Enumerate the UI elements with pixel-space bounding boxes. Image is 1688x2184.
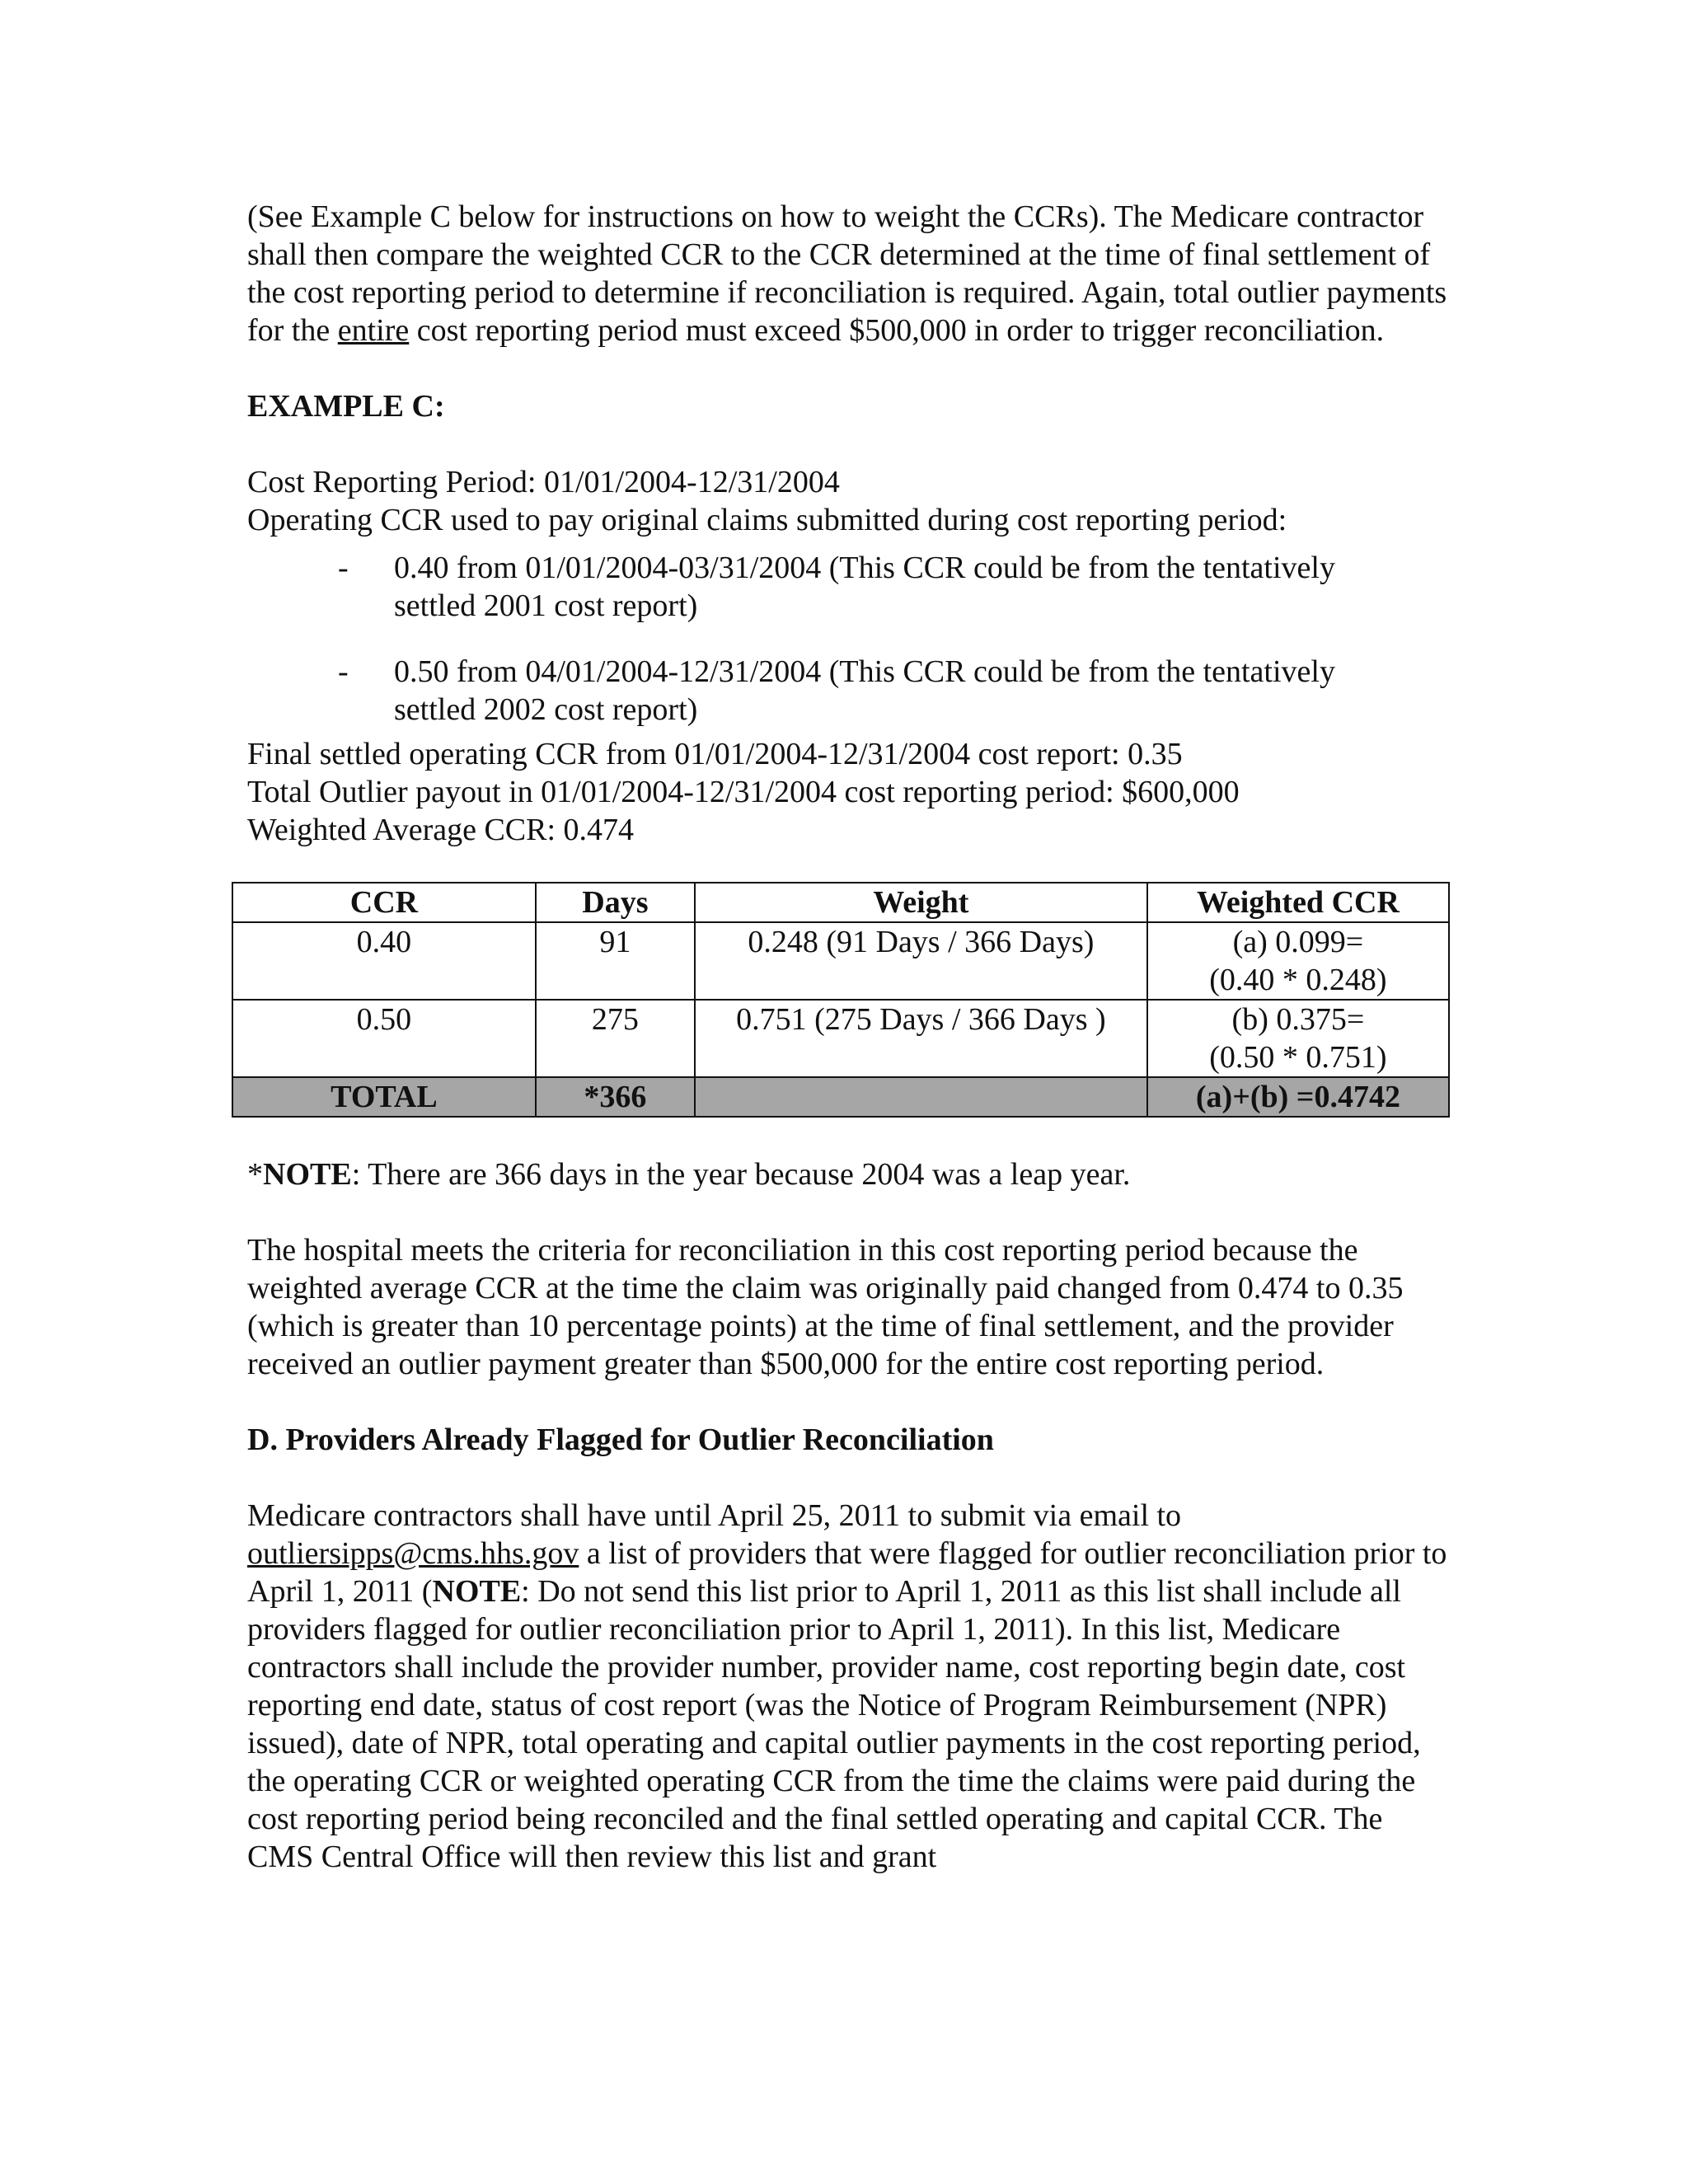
total-weighted-ccr: (a)+(b) =0.4742 (1147, 1077, 1449, 1117)
table-row (232, 1000, 1449, 1077)
cell-weighted-ccr (1147, 1000, 1449, 1077)
section-d-text-3: : Do not send this list prior to April 1, 2011 as this list shall include all providers flagged for outlier reconciliation prior to April 1, 2011). In this list, Medicare contractors shall include the provider number, provider name, cost reporting begin date, cost reporting end date, status of cost report (was the Notice of Program Reimbursement (NPR) issued), date of NPR, total operating and capital outlier payments in the cost reporting period, the operating CCR or weighted operating CCR from the time the claims were paid during the cost reporting period being reconciled and the final settled operating and capital CCR. The CMS Central Office will then review this list and grant (247, 1574, 1421, 1874)
cell-weighted-ccr (1147, 922, 1449, 1000)
email-link[interactable]: outliersipps@cms.hhs.gov (247, 1536, 579, 1571)
header-days: Days (536, 883, 695, 922)
cell-weight: 0.248 (91 Days / 366 Days) (695, 922, 1147, 1000)
weighted-ccr-line-2: (0.40 * 0.248) (1209, 963, 1387, 997)
ccr-bullet-list (338, 549, 1451, 729)
note-asterisk: * (247, 1157, 263, 1192)
cell-ccr: 0.40 (232, 922, 536, 1000)
table-header-row (232, 883, 1449, 922)
dash-marker: - (338, 551, 349, 585)
period-line: Cost Reporting Period: 01/01/2004-12/31/2004 (247, 465, 840, 499)
weighted-ccr-line-1: (b) 0.375= (1231, 1002, 1365, 1037)
section-d-paragraph (247, 1497, 1451, 1876)
document-page (247, 198, 1451, 1876)
intro-paragraph (247, 198, 1451, 349)
criteria-paragraph: The hospital meets the criteria for reconciliation in this cost reporting period because the weighted average CCR at the time the claim was originally paid changed from 0.474 to 0.35 (which is greater than 10 percentage points) at the time of final settlement, and the provider received an outlier payment greater than $500,000 for the entire cost reporting period. (247, 1233, 1404, 1381)
list-item (338, 549, 1383, 625)
header-weighted-ccr: Weighted CCR (1147, 883, 1449, 922)
section-d-note-label: NOTE (432, 1574, 522, 1609)
table-total-row (232, 1077, 1449, 1117)
cell-days: 91 (536, 922, 695, 1000)
weighted-ccr-table (232, 882, 1450, 1118)
section-d-heading: D. Providers Already Flagged for Outlier Reconciliation (247, 1422, 994, 1457)
cell-days: 275 (536, 1000, 695, 1077)
table-row (232, 922, 1449, 1000)
header-weight: Weight (695, 883, 1147, 922)
operating-line: Operating CCR used to pay original claims submitted during cost reporting period: (247, 503, 1287, 537)
intro-text-start: (See Example C below for instructions on how to weight the CCRs). The Medicare contractor shall then compare the weighted CCR to the CCR determined at the time of final settlement of the cost reporting period to determine if reconciliation is required. Again, total outlier payments for the (247, 199, 1447, 348)
example-heading: EXAMPLE C: (247, 389, 445, 424)
total-days: *366 (536, 1077, 695, 1117)
total-weight (695, 1077, 1147, 1117)
header-ccr: CCR (232, 883, 536, 922)
list-item (338, 653, 1383, 729)
weighted-ccr-line-2: (0.50 * 0.751) (1209, 1040, 1387, 1075)
section-d-text-2: a list of providers that were flagged for outlier reconciliation prior to April 1, 2011 ( (247, 1536, 1447, 1609)
note-label: NOTE (263, 1157, 352, 1192)
section-d-text-1: Medicare contractors shall have until April 25, 2011 to submit via email to (247, 1498, 1182, 1533)
intro-text-end: cost reporting period must exceed $500,000 in order to trigger reconciliation. (409, 313, 1385, 348)
cell-ccr: 0.50 (232, 1000, 536, 1077)
total-label: TOTAL (232, 1077, 536, 1117)
leap-year-note (247, 1155, 1451, 1193)
intro-underlined-word: entire (337, 313, 410, 348)
bullet-text: 0.50 from 04/01/2004-12/31/2004 (This CCR could be from the tentatively settled 2002 cost report) (394, 654, 1335, 727)
weighted-ccr-line-1: (a) 0.099= (1232, 925, 1364, 959)
weighted-average-line: Weighted Average CCR: 0.474 (247, 813, 635, 847)
cell-weight: 0.751 (275 Days / 366 Days ) (695, 1000, 1147, 1077)
note-text: : There are 366 days in the year because 2004 was a leap year. (351, 1157, 1131, 1192)
final-ccr-line: Final settled operating CCR from 01/01/2004-12/31/2004 cost report: 0.35 (247, 737, 1183, 771)
outlier-line: Total Outlier payout in 01/01/2004-12/31/2004 cost reporting period: $600,000 (247, 775, 1240, 809)
bullet-text: 0.40 from 01/01/2004-03/31/2004 (This CCR could be from the tentatively settled 2001 cost report) (394, 551, 1335, 623)
dash-marker: - (338, 654, 349, 689)
